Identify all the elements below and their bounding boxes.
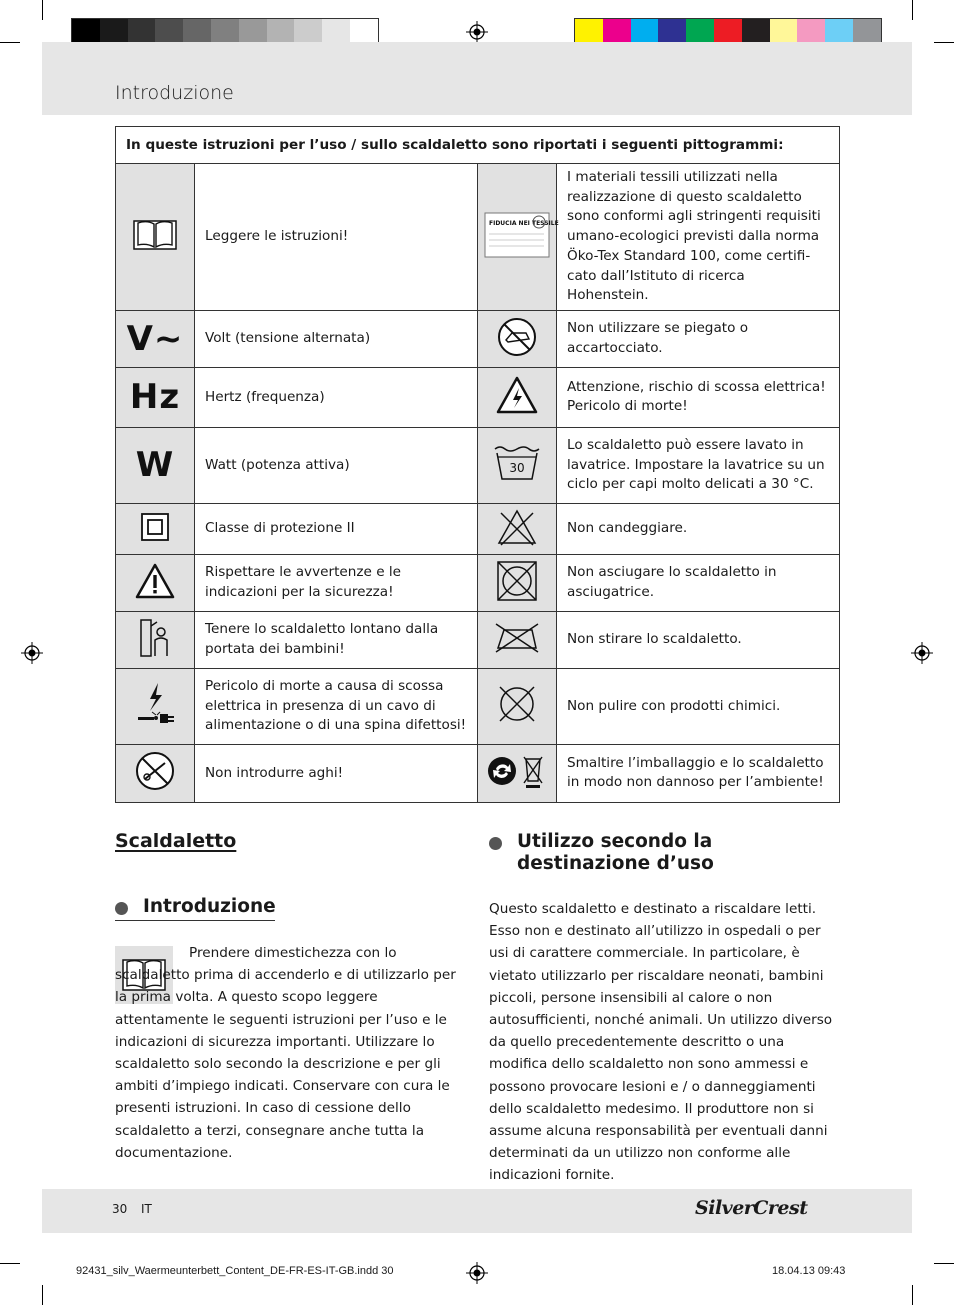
section-underline [115, 920, 275, 921]
table-cell: Non pulire con prodotti chimici. [557, 668, 840, 744]
do-not-fold-icon [478, 310, 557, 367]
table-heading: In queste istruzioni per l’uso / sullo scaldaletto sono riportati i seguenti pittogrammi: [116, 127, 840, 164]
table-cell: Lo scaldaletto può essere lavato in lavatrice. Impostare la lavatrice su un ciclo per capi molto delicati a 30 °C. [557, 427, 840, 503]
registration-mark-icon [466, 1262, 488, 1284]
page-number: 30 [112, 1202, 128, 1216]
crop-mark [912, 1285, 913, 1305]
table-cell: Leggere le istruzioni! [195, 164, 478, 311]
registration-mark-icon [911, 642, 933, 664]
watt-symbol-text: W [135, 445, 175, 486]
crop-mark [42, 1285, 43, 1305]
table-cell: Non introdurre aghi! [195, 744, 478, 802]
warning-triangle-icon [116, 554, 195, 611]
page-title: Introduzione [115, 82, 234, 104]
section-title-introduzione: Introduzione [143, 896, 276, 917]
table-cell: Rispettare le avvertenze e le indicazioni per la sicurezza! [195, 554, 478, 611]
do-not-bleach-icon [478, 503, 557, 554]
pictogram-table [115, 126, 840, 803]
table-row [116, 668, 840, 744]
table-row [116, 503, 840, 554]
recycling-disposal-icon [478, 744, 557, 802]
print-file-slug: 92431_silv_Waermeunterbett_Content_DE-FR-ES-IT-GB.indd 30 [76, 1265, 394, 1277]
table-cell: Non asciugare lo scaldaletto in asciugatrice. [557, 554, 840, 611]
table-row [116, 164, 840, 311]
table-cell: Tenere lo scaldaletto lontano dalla portata dei bambini! [195, 611, 478, 668]
section-title-scaldaletto: Scaldaletto [115, 830, 237, 852]
machine-wash-30-icon [478, 427, 557, 503]
bullet-icon [489, 837, 502, 850]
crop-mark [0, 42, 20, 43]
defective-cable-shock-icon [116, 668, 195, 744]
table-cell: Hertz (frequenza) [195, 367, 478, 427]
do-not-iron-icon [478, 611, 557, 668]
use-paragraph: Questo scaldaletto e destinato a riscaldare letti. Esso non e destinato all’utilizzo in ospedali o per usi di carattere commerciale. In particolare, è vietato utilizzarlo per riscaldare neonati, bambini piccoli, persone insensibili al calore o non autosufficienti, nonché animali. Un utilizzo diverso da quello precedentemente descritto o una modifica dello scaldaletto non sono ammessi e possono provocare lesioni e / o danneggiamenti dello scaldaletto medesimo. Il produttore non si assume alcuna responsabilità per eventuali danni determinati da un utilizzo non conforme alle indicazioni fornite. [489, 901, 833, 1184]
table-cell: Non utilizzare se piegato o accartocciato. [557, 310, 840, 367]
oekotex-label-icon [478, 164, 557, 311]
language-code: IT [141, 1202, 152, 1216]
table-row [116, 611, 840, 668]
print-date: 18.04.13 09:43 [772, 1265, 846, 1277]
table-cell: Non stirare lo scaldaletto. [557, 611, 840, 668]
table-cell: Pericolo di morte a causa di scossa elettrica in presenza di un cavo di alimentazione o di una spina difettosi! [195, 668, 478, 744]
table-cell: Attenzione, rischio di scossa elettrica! Pericolo di morte! [557, 367, 840, 427]
volt-symbol [116, 310, 195, 367]
protection-class-ii-icon [116, 503, 195, 554]
no-needles-icon [116, 744, 195, 802]
registration-mark-icon [21, 642, 43, 664]
do-not-dry-clean-icon [478, 668, 557, 744]
table-cell: I materiali tessili utilizzati nella realizzazione di questo scaldaletto sono conformi agli stringenti requisiti umano-ecologici previsti dalla norma Öko-Tex Standard 100, come certificato dall’Istituto di ricerca Hohenstein. [557, 164, 840, 311]
electric-shock-warning-icon [478, 367, 557, 427]
table-row [116, 744, 840, 802]
registration-mark-icon [466, 21, 488, 43]
table-cell: Watt (potenza attiva) [195, 427, 478, 503]
oekotex-label-text: FIDUCIA NEI TESSILE [489, 219, 559, 227]
crop-mark [934, 1263, 954, 1264]
do-not-tumble-dry-icon [478, 554, 557, 611]
table-cell: Smaltire l’imballaggio e lo scaldaletto in modo non dannoso per l’ambiente! [557, 744, 840, 802]
intro-paragraph: Prendere dimestichezza con lo scaldaletto prima di accenderlo e di utilizzarlo per la prima volta. A questo scopo leggere attentamente le seguenti istruzioni per l’uso e le indicazioni di sicurezza importanti. Utilizzare lo scaldaletto solo secondo la descrizione e per gli ambiti d’impiego indicati. Conservare con cura le presenti istruzioni. In caso di cessione dello scaldaletto a terzi, consegnare anche tutta la documentazione. [115, 945, 456, 1161]
hertz-symbol-text: Hz [129, 377, 181, 418]
watt-symbol [116, 427, 195, 503]
volt-symbol-text: V~ [126, 318, 184, 359]
wash-temperature-label: 30 [509, 461, 525, 476]
bullet-icon [115, 902, 128, 915]
table-cell: Volt (tensione alternata) [195, 310, 478, 367]
table-row [116, 367, 840, 427]
brand-logo: SilverCrest [695, 1197, 808, 1219]
table-cell: Classe di protezione II [195, 503, 478, 554]
crop-mark [934, 42, 954, 43]
crop-mark [42, 0, 43, 20]
keep-away-from-children-icon [116, 611, 195, 668]
section-title-utilizzo: Utilizzo secondo la destinazione d’uso [517, 831, 714, 875]
crop-mark [912, 0, 913, 20]
book-icon [116, 164, 195, 311]
table-row [116, 427, 840, 503]
table-row [116, 310, 840, 367]
hertz-symbol [116, 367, 195, 427]
table-cell: Non candeggiare. [557, 503, 840, 554]
table-row [116, 554, 840, 611]
crop-mark [0, 1263, 20, 1264]
header-band [42, 42, 912, 115]
